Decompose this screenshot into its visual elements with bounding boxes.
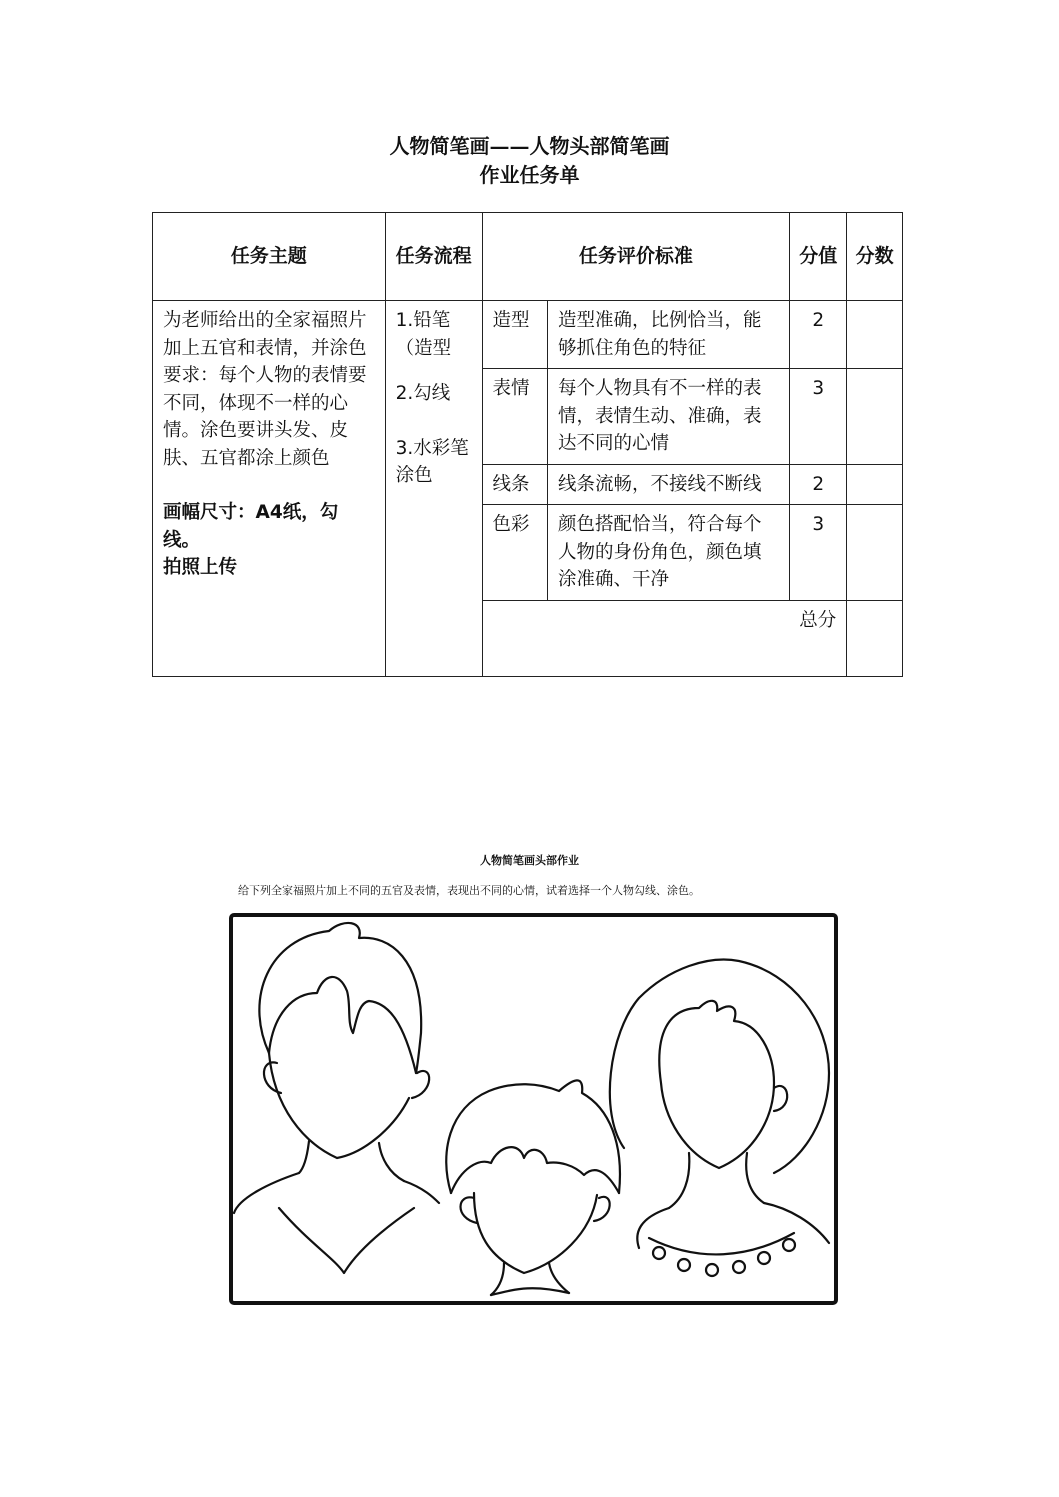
total-label: 总分 [482, 600, 847, 676]
criteria-category: 线条 [482, 464, 547, 505]
flow-cell [385, 301, 482, 677]
homework-instruction: 给下列全家福照片加上不同的五官及表情，表现出不同的心情，试着选择一个人物勾线、涂色。 [238, 884, 700, 897]
criteria-category: 表情 [482, 369, 547, 465]
criteria-standard: 颜色搭配恰当，符合每个人物的身份角色，颜色填涂准确、干净 [547, 505, 789, 601]
family-portrait-outline [229, 913, 838, 1305]
theme-size: 画幅尺寸：A4纸，勾线。 [163, 502, 339, 551]
table-header-row [153, 213, 903, 301]
header-flow: 任务流程 [385, 213, 482, 301]
page-subtitle: 作业任务单 [479, 163, 580, 187]
flow-step-2: 2.勾线 [395, 383, 451, 404]
task-table [152, 212, 903, 677]
theme-requirement: 要求：每个人物的表情要不同，体现不一样的心情。涂色要讲头发、皮肤、五官都涂上颜色 [163, 365, 367, 469]
header-criteria: 任务评价标准 [482, 213, 790, 301]
mother-figure [610, 960, 829, 1276]
criteria-category: 色彩 [482, 505, 547, 601]
header-score: 分数 [847, 213, 903, 301]
header-theme: 任务主题 [153, 213, 386, 301]
total-score-input[interactable] [847, 600, 903, 676]
criteria-value: 2 [790, 301, 847, 369]
score-input[interactable] [847, 464, 903, 505]
father-figure [234, 923, 439, 1273]
score-input[interactable] [847, 505, 903, 601]
portrait-frame [231, 915, 836, 1303]
criteria-value: 2 [790, 464, 847, 505]
homework-title: 人物简笔画头部作业 [480, 854, 579, 867]
criteria-standard: 造型准确，比例恰当，能够抓住角色的特征 [547, 301, 789, 369]
page-title: 人物简笔画——人物头部简笔画 [389, 134, 670, 158]
child-figure [446, 1080, 620, 1295]
criteria-value: 3 [790, 369, 847, 465]
score-input[interactable] [847, 369, 903, 465]
score-input[interactable] [847, 301, 903, 369]
theme-upload: 拍照上传 [163, 557, 238, 578]
criteria-standard: 线条流畅，不接线不断线 [547, 464, 789, 505]
flow-step-1: 1.铅笔（造型 [395, 310, 452, 359]
header-value: 分值 [790, 213, 847, 301]
theme-cell [153, 301, 386, 677]
criteria-value: 3 [790, 505, 847, 601]
theme-text: 为老师给出的全家福照片加上五官和表情，并涂色 [163, 310, 367, 359]
flow-step-3: 3.水彩笔涂色 [395, 437, 469, 486]
table-row [153, 301, 903, 369]
criteria-category: 造型 [482, 301, 547, 369]
criteria-standard: 每个人物具有不一样的表情，表情生动、准确，表达不同的心情 [547, 369, 789, 465]
